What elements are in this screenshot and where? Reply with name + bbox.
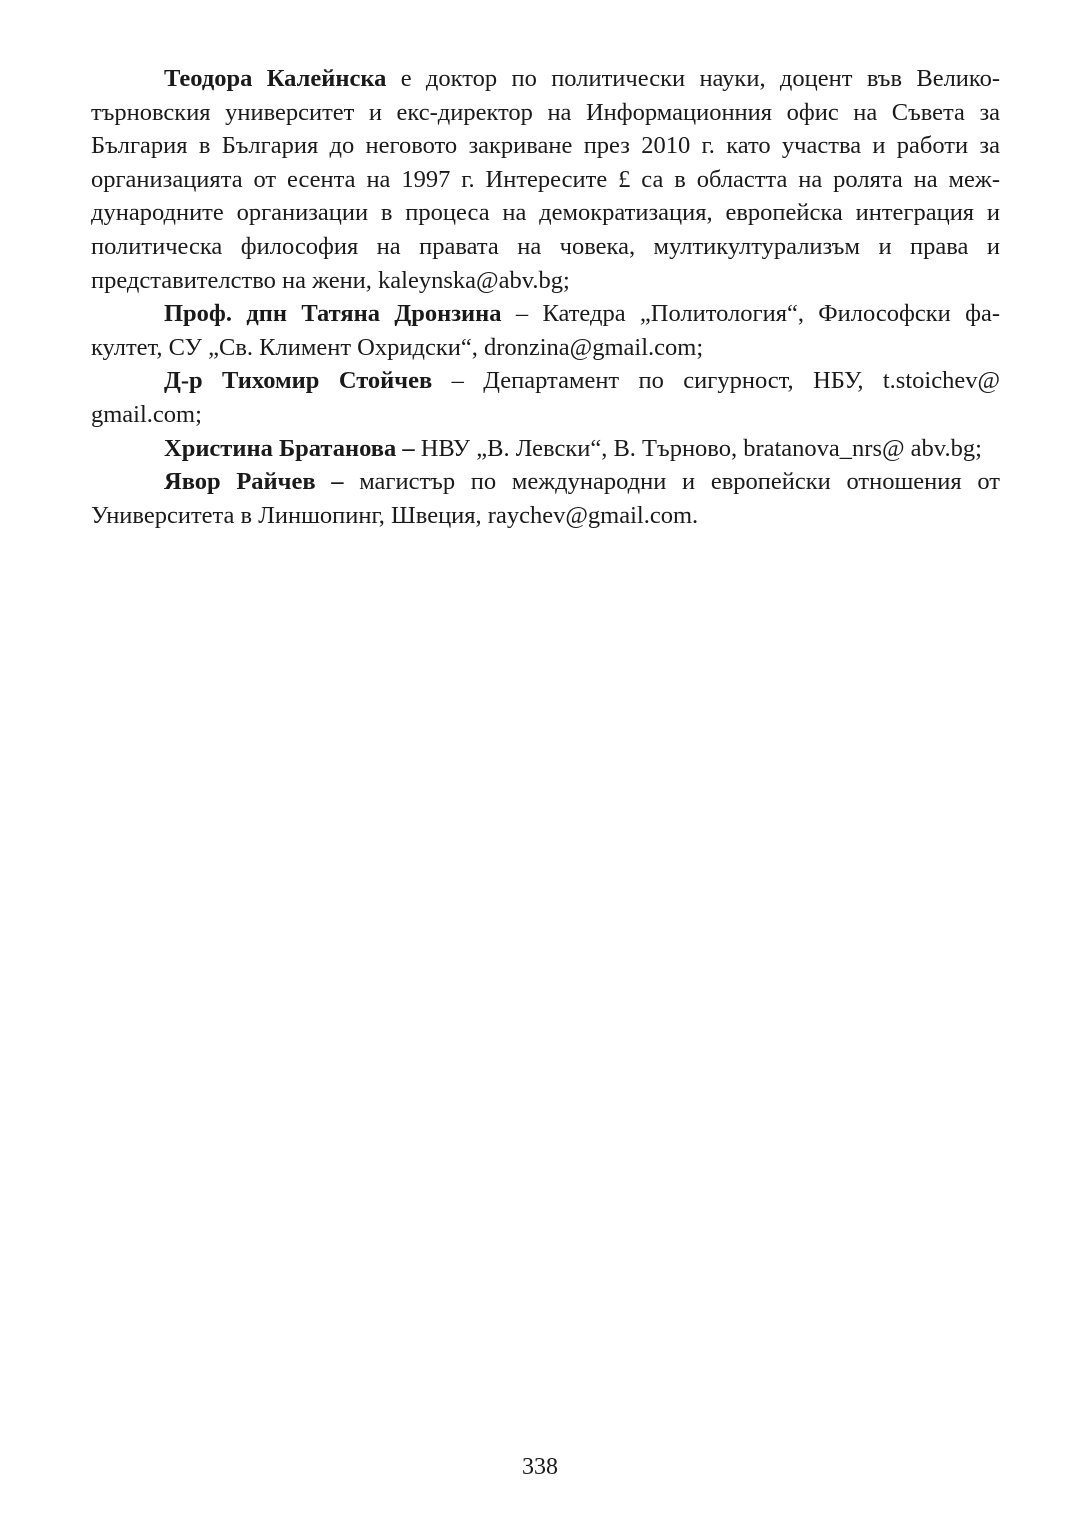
author-name: Христина Братанова –: [164, 434, 415, 462]
author-entry-bratanova: [91, 432, 1000, 466]
author-name: Проф. дпн Татяна Дронзина: [164, 300, 502, 328]
author-name: Теодора Калейнска: [164, 65, 387, 92]
author-description: магистър по международни и европейски отношения от Университета в Линшопинг, Швеция, raychev@gmail.com.: [91, 468, 1001, 529]
author-entry-stoichev: [91, 364, 1000, 431]
author-entry-raychev: [91, 465, 1000, 532]
author-name: Д-р Тихомир Стойчев: [164, 367, 433, 395]
author-description: е доктор по политически науки, доцент във Велико-търновския университет и екс-директор на Информационния офис на Съвета за България в България до неговото закриване през 2010 г. като участва и работи за организацията от есента на 1997 г. Интересите £ са в областта на ролята на меж-дународните организации в процеса на демократизация, европейска интеграция и политическа философия на правата на човека, мултикултурализъм и права и представителство на жени, kaleynska@abv.bg;: [91, 65, 1000, 294]
author-description: – Департамент по сигурност, НБУ, t.stoichev@ gmail.com;: [91, 367, 1001, 428]
author-description: – Катедра „Политология“, Философски фа-култет, СУ „Св. Климент Охридски“, dronzina@gmail.com;: [91, 300, 1000, 361]
author-entry-dronzina: [91, 297, 1000, 364]
page-number: 338: [522, 1454, 558, 1480]
author-name: Явор Райчев –: [164, 468, 344, 496]
author-entry-kaleynska: [91, 62, 1000, 297]
author-description: НВУ „В. Левски“, В. Търново, bratanova_nrs@ abv.bg;: [414, 434, 982, 462]
author-notes: [91, 62, 1000, 532]
